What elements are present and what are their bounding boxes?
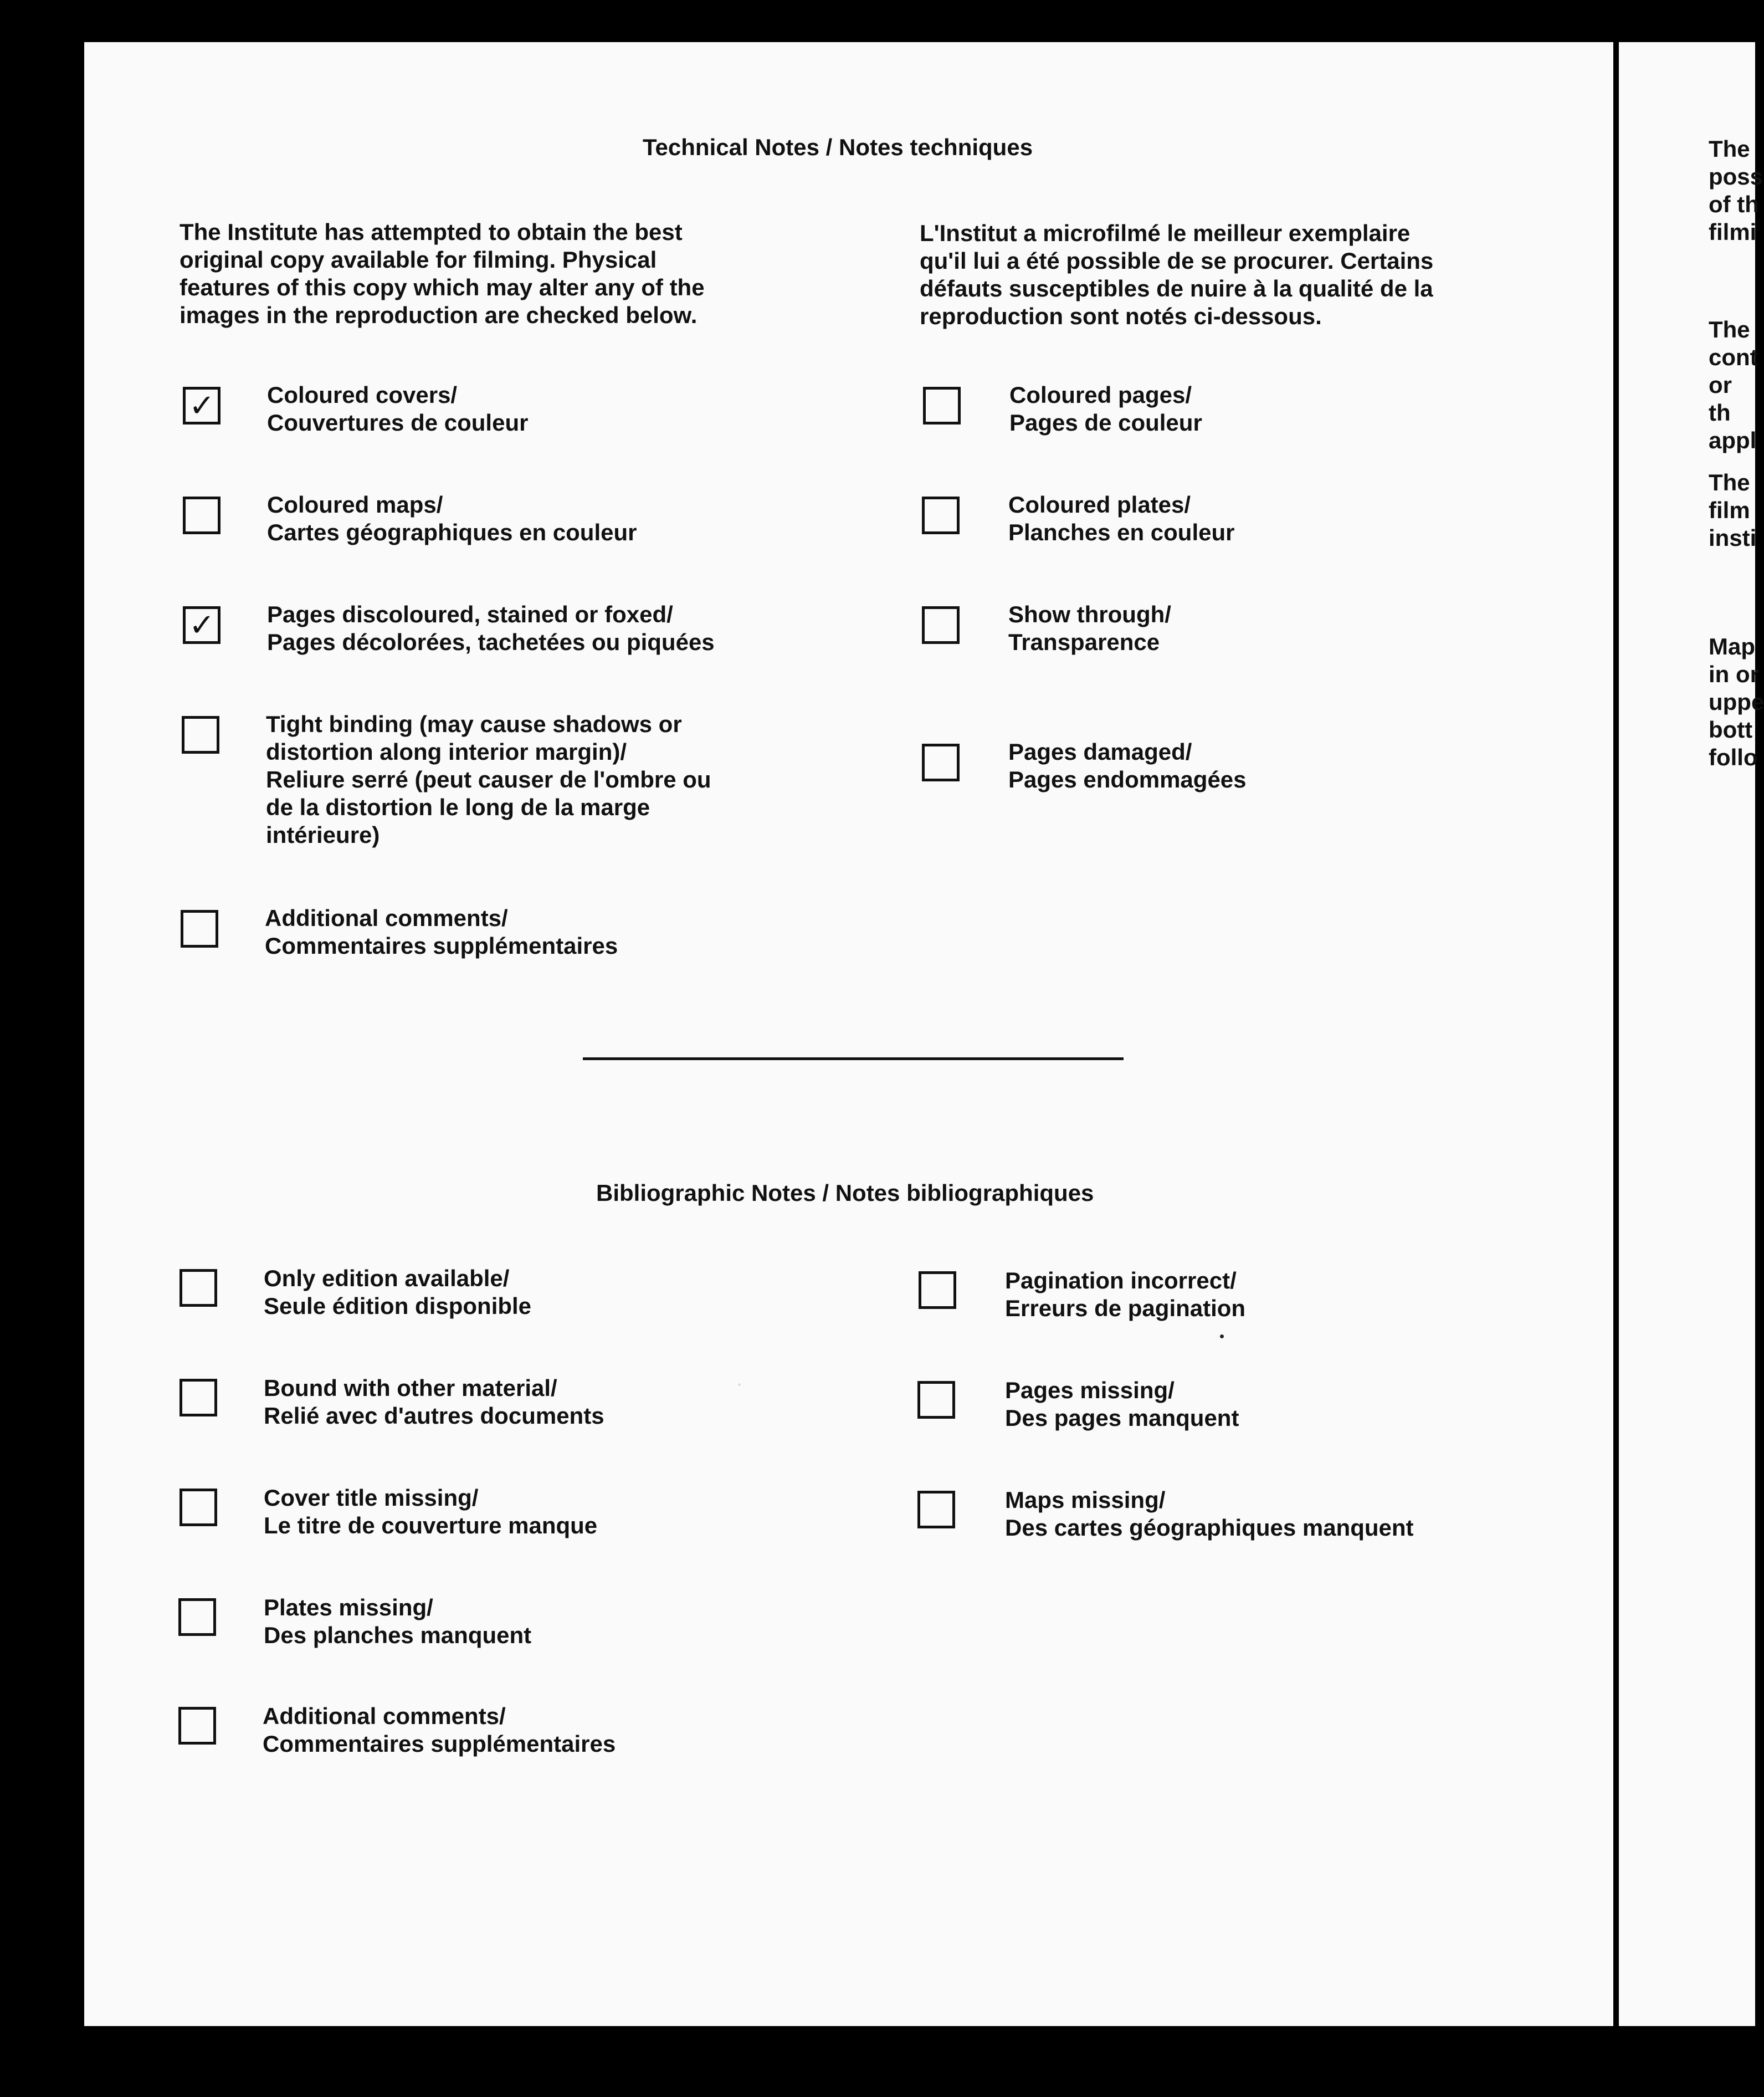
label-coloured-pages: Coloured pages/ Pages de couleur	[1009, 382, 1202, 436]
label-tight-binding: Tight binding (may cause shadows or distortion along interior margin)/ Reliure serré (peut causer de l'ombre ou de la distortion le long de la marge intérieure)	[266, 711, 711, 848]
checkbox-pages-missing[interactable]	[917, 1381, 955, 1419]
checkbox-bibliographic-additional-comments[interactable]	[178, 1707, 216, 1745]
label-coloured-plates: Coloured plates/ Planches en couleur	[1008, 492, 1235, 545]
checkbox-show-through[interactable]	[922, 606, 960, 644]
checkbox-maps-missing[interactable]	[917, 1491, 955, 1528]
checkbox-plates-missing[interactable]	[178, 1598, 216, 1636]
label-technical-additional-comments: Additional comments/ Commentaires supplémentaires	[265, 905, 618, 959]
adjacent-page-fragment	[1619, 42, 1764, 2026]
checkbox-coloured-maps[interactable]	[183, 497, 221, 534]
checkbox-pages-discoloured[interactable]	[183, 606, 221, 644]
checkbox-coloured-covers[interactable]	[183, 387, 221, 424]
label-bound-with: Bound with other material/ Relié avec d'autres documents	[264, 1375, 604, 1429]
checkbox-cover-title-missing[interactable]	[180, 1489, 217, 1526]
checkbox-bound-with[interactable]	[180, 1379, 217, 1416]
checkbox-pagination-incorrect[interactable]	[919, 1271, 956, 1309]
dust-speck	[1220, 1334, 1224, 1338]
intro-english: The Institute has attempted to obtain the best original copy available for filming. Physical features of this copy which may alter any of the images in the reproduction are checked below.	[180, 219, 705, 328]
fragment-paragraph-3: The film insti	[1709, 469, 1757, 551]
label-maps-missing: Maps missing/ Des cartes géographiques manquent	[1005, 1487, 1414, 1541]
label-coloured-maps: Coloured maps/ Cartes géographiques en couleur	[267, 492, 637, 545]
intro-french: L'Institut a microfilmé le meilleur exemplaire qu'il lui a été possible de se procurer. Certains défauts susceptibles de nuire à la qualité de la reproduction sont notés ci-dessous.	[920, 220, 1434, 329]
label-pages-discoloured: Pages discoloured, stained or foxed/ Pages décolorées, tachetées ou piquées	[267, 601, 715, 655]
dust-speck	[738, 1383, 741, 1386]
label-bibliographic-additional-comments: Additional comments/ Commentaires supplémentaires	[263, 1703, 616, 1757]
technical-notes-page	[84, 42, 1613, 2026]
technical-notes-title: Technical Notes / Notes techniques	[643, 134, 1033, 160]
section-divider	[583, 1057, 1124, 1060]
label-coloured-covers: Coloured covers/ Couvertures de couleur	[267, 382, 529, 436]
check-icon: ✓	[189, 607, 215, 643]
check-icon: ✓	[189, 388, 215, 424]
checkbox-only-edition[interactable]	[180, 1269, 217, 1307]
label-only-edition: Only edition available/ Seule édition disponible	[264, 1265, 532, 1319]
bibliographic-notes-title: Bibliographic Notes / Notes bibliographiques	[596, 1180, 1094, 1206]
label-pagination-incorrect: Pagination incorrect/ Erreurs de pagination	[1005, 1267, 1246, 1321]
checkbox-coloured-plates[interactable]	[922, 497, 960, 534]
fragment-paragraph-2: The cont or th appl	[1709, 316, 1758, 453]
checkbox-technical-additional-comments[interactable]	[181, 910, 218, 948]
label-pages-damaged: Pages damaged/ Pages endommagées	[1008, 739, 1247, 792]
checkbox-tight-binding[interactable]	[182, 716, 219, 754]
label-plates-missing: Plates missing/ Des planches manquent	[264, 1594, 532, 1648]
checkbox-pages-damaged[interactable]	[922, 744, 960, 781]
checkbox-coloured-pages[interactable]	[923, 387, 961, 424]
fragment-paragraph-4: Map in or uppe bott follo	[1709, 633, 1764, 770]
label-pages-missing: Pages missing/ Des pages manquent	[1005, 1377, 1239, 1431]
label-show-through: Show through/ Transparence	[1008, 601, 1171, 655]
label-cover-title-missing: Cover title missing/ Le titre de couverture manque	[264, 1485, 598, 1538]
fragment-paragraph-1: The poss of th filmi	[1709, 136, 1763, 245]
